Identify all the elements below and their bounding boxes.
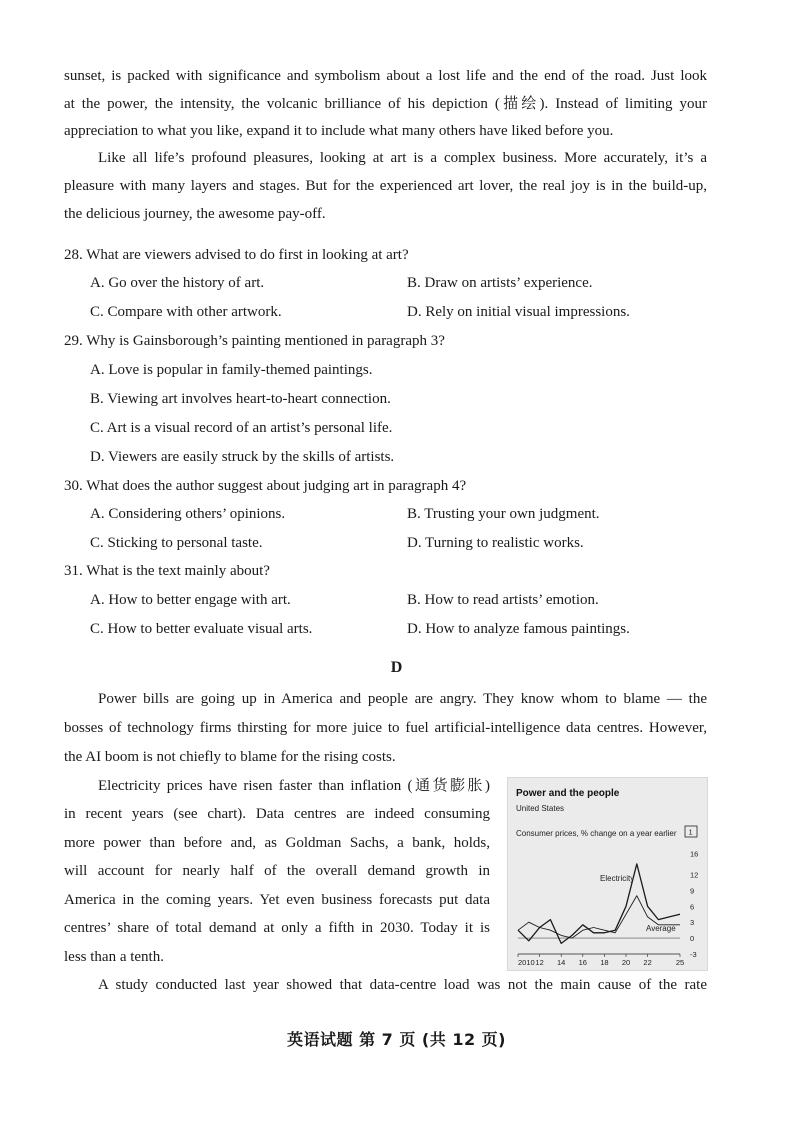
passage-line: centres’ share of total demand at only a fifth in 2030. Today it is (64, 920, 490, 936)
passage-line: in recent years (see chart). Data centres are indeed consuming (64, 806, 490, 822)
option-a[interactable]: A. How to better engage with art. (90, 592, 291, 608)
passage-line: Power bills are going up in America and people are angry. They know whom to blame — the (98, 691, 707, 707)
option-b[interactable]: B. Viewing art involves heart-to-heart connection. (90, 391, 391, 407)
passage-line: bosses of technology firms thirsting for more juice to fuel artificial-intelligence data centres. However, (64, 720, 707, 736)
option-c[interactable]: C. Sticking to personal taste. (90, 535, 263, 551)
question-stem: 30. What does the author suggest about judging art in paragraph 4? (64, 478, 467, 494)
option-d[interactable]: D. Turning to realistic works. (407, 535, 584, 551)
x-tick-label: 22 (643, 958, 652, 967)
passage-line: sunset, is packed with significance and symbolism about a lost life and the end of the road. Just look (64, 68, 707, 84)
y-tick-label: 12 (690, 870, 699, 880)
footnote-marker: 1 (688, 827, 693, 837)
passage-line: Like all life’s profound pleasures, looking at art is a complex business. More accurately, it’s a (98, 150, 707, 166)
series-label-average: Average (646, 924, 676, 933)
y-tick-label: 16 (690, 849, 699, 859)
passage-line: pleasure with many layers and stages. But for the experienced art lover, the real joy is in the build-up, (64, 178, 707, 194)
question-stem: 31. What is the text mainly about? (64, 563, 270, 579)
page-footer: 英语试题 第 7 页 (共 12 页) (287, 1030, 506, 1049)
option-b[interactable]: B. Trusting your own judgment. (407, 506, 600, 522)
question-stem: 29. Why is Gainsborough’s painting mentioned in paragraph 3? (64, 333, 445, 349)
line-chart (507, 777, 708, 971)
y-tick-label: -3 (690, 950, 697, 959)
x-tick-label: 2010 (518, 958, 535, 967)
chart-subtitle: United States (516, 804, 565, 813)
option-a[interactable]: A. Go over the history of art. (90, 275, 265, 291)
option-d[interactable]: D. Rely on initial visual impressions. (407, 304, 630, 320)
y-tick-label: 9 (690, 886, 695, 896)
passage-line: at the power, the intensity, the volcanic brilliance of his depiction (描绘). Instead of limiting your (64, 96, 707, 112)
x-tick-label: 16 (578, 958, 587, 967)
chart-title: Power and the people (516, 788, 620, 799)
option-a[interactable]: A. Considering others’ opinions. (90, 506, 286, 522)
passage-line: appreciation to what you like, expand it to include what many others have liked before you. (64, 123, 614, 139)
x-tick-label: 12 (535, 958, 544, 967)
option-b[interactable]: B. How to read artists’ emotion. (407, 592, 599, 608)
chart-svg (508, 778, 707, 970)
x-tick-label: 14 (557, 958, 566, 967)
question-stem: 28. What are viewers advised to do first in looking at art? (64, 247, 409, 263)
option-b[interactable]: B. Draw on artists’ experience. (407, 275, 593, 291)
option-d[interactable]: D. How to analyze famous paintings. (407, 621, 630, 637)
option-a[interactable]: A. Love is popular in family-themed paintings. (90, 362, 373, 378)
option-c[interactable]: C. How to better evaluate visual arts. (90, 621, 313, 637)
series-label-electricity: Electricity (600, 874, 635, 883)
y-tick-label: 0 (690, 934, 695, 944)
x-tick-label: 20 (621, 958, 631, 967)
x-tick-label: 25 (675, 958, 685, 967)
passage-line: the delicious journey, the awesome pay-off. (64, 206, 326, 222)
passage-line: will account for nearly half of the overall demand growth in (64, 863, 490, 879)
passage-line: A study conducted last year showed that data-centre load was not the main cause of the rate (98, 977, 707, 993)
y-tick-label: 3 (690, 918, 695, 928)
option-c[interactable]: C. Art is a visual record of an artist’s personal life. (90, 420, 393, 436)
passage-line: Electricity prices have risen faster than inflation (通货膨胀) (98, 778, 490, 794)
passage-line: America in the coming years. Yet even business forecasts put data (64, 892, 490, 908)
option-c[interactable]: C. Compare with other artwork. (90, 304, 282, 320)
chart-ylabel: Consumer prices, % change on a year earlier (516, 829, 677, 838)
option-d[interactable]: D. Viewers are easily struck by the skills of artists. (90, 449, 395, 465)
passage-line: less than a tenth. (64, 949, 164, 965)
x-tick-label: 18 (600, 958, 609, 967)
passage-line: more power than before and, as Goldman Sachs, a bank, holds, (64, 835, 490, 851)
passage-line: the AI boom is not chiefly to blame for the rising costs. (64, 749, 396, 765)
y-tick-label: 6 (690, 902, 695, 912)
section-heading: D (390, 659, 403, 676)
